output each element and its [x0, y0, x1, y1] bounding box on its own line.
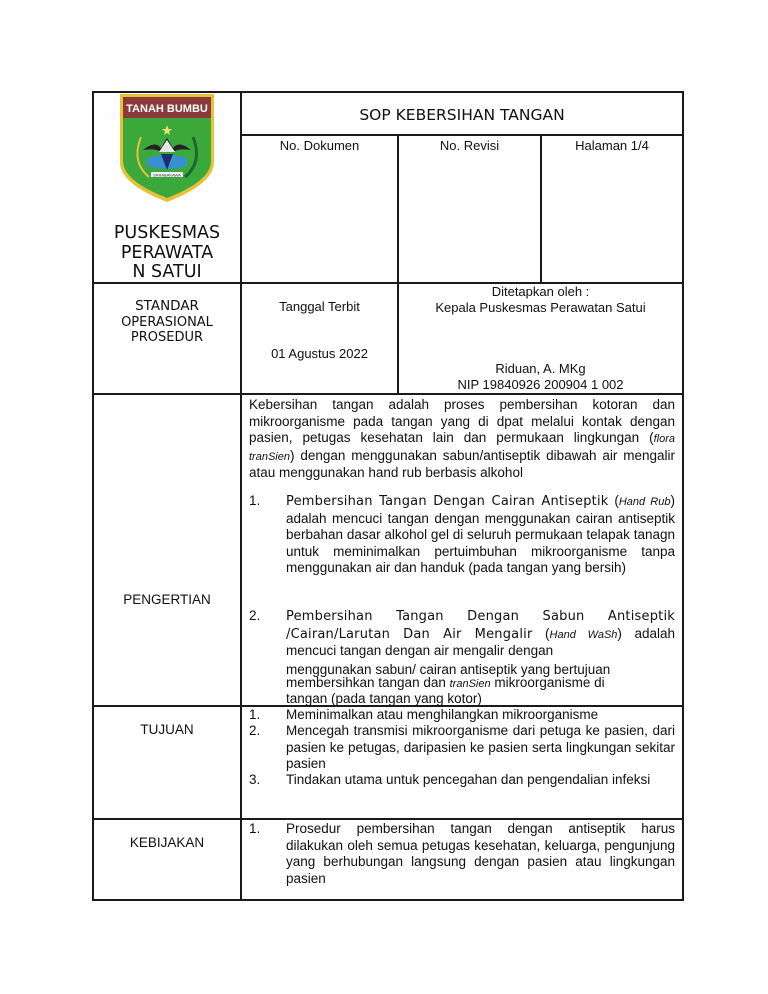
institution-line-1: PUSKESMAS	[113, 223, 221, 243]
ditetapkan-by: Kepala Puskesmas Perawatan Satui	[435, 300, 646, 315]
item-number: 1.	[249, 821, 261, 836]
kebijakan-label: KEBIJAKAN	[129, 835, 205, 850]
subcol-divider-1	[397, 134, 399, 394]
pengertian-intro-italic: flora tranSien	[249, 433, 676, 463]
sop-label-line-2: OPERASIONAL	[121, 314, 213, 330]
item-text-a: adalah mencuci tangan dengan air mengalir dengan	[286, 625, 675, 658]
item-title: Pembersihan Tangan Dengan Sabun Antiseptik /Cairan/Larutan Dan Air Mengalir	[286, 609, 675, 642]
item-text-c-italic: tranSien	[449, 677, 491, 690]
item-number: 2.	[249, 723, 261, 738]
item-text-c-pre: membersihkan tangan dan	[286, 674, 446, 690]
ditetapkan-label: Ditetapkan oleh :	[491, 284, 590, 299]
signer-nip: NIP 19840926 200904 1 002	[457, 377, 624, 392]
tujuan-row-divider	[92, 818, 684, 820]
sop-label-line-1: STANDAR	[135, 298, 199, 314]
halaman-label: Halaman 1/4	[575, 138, 649, 153]
tanggal-terbit-label: Tanggal Terbit	[279, 299, 360, 314]
table-border-bottom	[92, 899, 684, 901]
item-number: 1.	[249, 707, 261, 722]
item-text-c	[286, 676, 675, 691]
item-italic: Hand Rub	[618, 496, 671, 508]
item-text: Prosedur pembersihan tangan dengan antiseptik harus dilakukan oleh semua petugas kesehatan, keluarga, pengunjung yang berhubungan langsung dengan pasien atau lingkungan pasien	[286, 821, 675, 886]
item-number: 2.	[249, 608, 261, 623]
item-text-b-value: menggunakan sabun/ cairan antiseptik yang bertujuan	[286, 661, 611, 677]
tanggal-terbit-value: 01 Agustus 2022	[271, 346, 368, 361]
item-body: Pembersihan Tangan Dengan Sabun Antiseptik /Cairan/Larutan Dan Air Mengalir (Hand WaSh) adalah mencuci tangan dengan air mengalir dengan menggunakan sabun/ cairan antiseptik yang bertujuan membersihkan tangan dan tranSien mikroorganisme di tangan (pada tangan yang kotor)	[286, 609, 675, 706]
document-title: SOP KEBERSIHAN TANGAN	[359, 106, 565, 124]
item-text: Mencegah transmisi mikroorganisme dari petuga ke pasien, dari pasien ke petugas, daripasien ke pasien serta lingkungan sekitar pasien	[286, 723, 675, 771]
item-title: Pembersihan Tangan Dengan Cairan Antiseptik	[286, 494, 609, 509]
item-text-d: tangan (pada tangan yang kotor)	[286, 690, 482, 706]
column-divider	[240, 91, 242, 901]
tujuan-label: TUJUAN	[140, 722, 194, 737]
sop-label-line-3: PROSEDUR	[130, 330, 204, 345]
pengertian-label: PENGERTIAN	[123, 592, 211, 607]
item-number: 1.	[249, 493, 261, 508]
subcol-divider-2	[540, 134, 542, 284]
institution-line-2: PERAWATA	[120, 242, 214, 263]
institution-line-3: N SATUI	[132, 262, 202, 282]
no-dokumen-label: No. Dokumen	[279, 138, 360, 153]
svg-text:SARABAKAWA: SARABAKAWA	[153, 172, 181, 178]
item-body: Pembersihan Tangan Dengan Cairan Antiseptik (Hand Rub) adalah mencuci tangan dengan menggunakan cairan antiseptik berbahan dasar alkohol gel di seluruh permukaan telapak tanagn untuk meminimalkan pertuimbuhan mikroorganisme tanpa menggunakan air dan handuk (pada tangan yang bersih)	[286, 493, 675, 575]
sop-label	[94, 299, 240, 346]
pengertian-intro-text-a: Kebersihan tangan adalah proses pembersihan kotoran dan mikroorganisme pada tangan yang di dpat melalui kontak dengan pasien, petugas kesehatan lain dan permukaan lingkungan	[249, 397, 675, 445]
item-text: Tindakan utama untuk pencegahan dan pengendalian infeksi	[286, 772, 651, 787]
tanah-bumbu-logo	[117, 92, 217, 204]
signer-name: Riduan, A. MKg	[495, 361, 586, 376]
item-text: adalah mencuci tangan dengan menggunakan cairan antiseptik berbahan dasar alkohol gel di seluruh permukaan telapak tanagn untuk meminimalkan pertuimbuhan mikroorganisme tanpa menggunakan air dan handuk (pada tangan yang bersih)	[286, 510, 675, 575]
no-revisi-label: No. Revisi	[439, 138, 500, 153]
title-row-divider	[240, 134, 684, 136]
item-italic: Hand WaSh	[549, 628, 618, 641]
table-border-right	[682, 91, 684, 901]
pengertian-intro-text-b: dengan menggunakan sabun/antiseptik dibawah air mengalir atau menggunakan hand rub berbasis alkohol	[249, 447, 675, 480]
svg-text:TANAH BUMBU: TANAH BUMBU	[126, 103, 208, 115]
item-text-c-post: mikroorganisme di	[494, 674, 605, 690]
table-border-left	[92, 91, 94, 901]
pengertian-intro: Kebersihan tangan adalah proses pembersihan kotoran dan mikroorganisme pada tangan yang di dpat melalui kontak dengan pasien, petugas kesehatan lain dan permukaan lingkungan (flora tranSien) dengan menggunakan sabun/antiseptik dibawah air mengalir atau menggunakan hand rub berbasis alkohol	[249, 397, 676, 480]
institution-name	[94, 224, 240, 283]
item-text: Meminimalkan atau menghilangkan mikroorganisme	[286, 707, 599, 722]
item-number: 3.	[249, 772, 261, 787]
